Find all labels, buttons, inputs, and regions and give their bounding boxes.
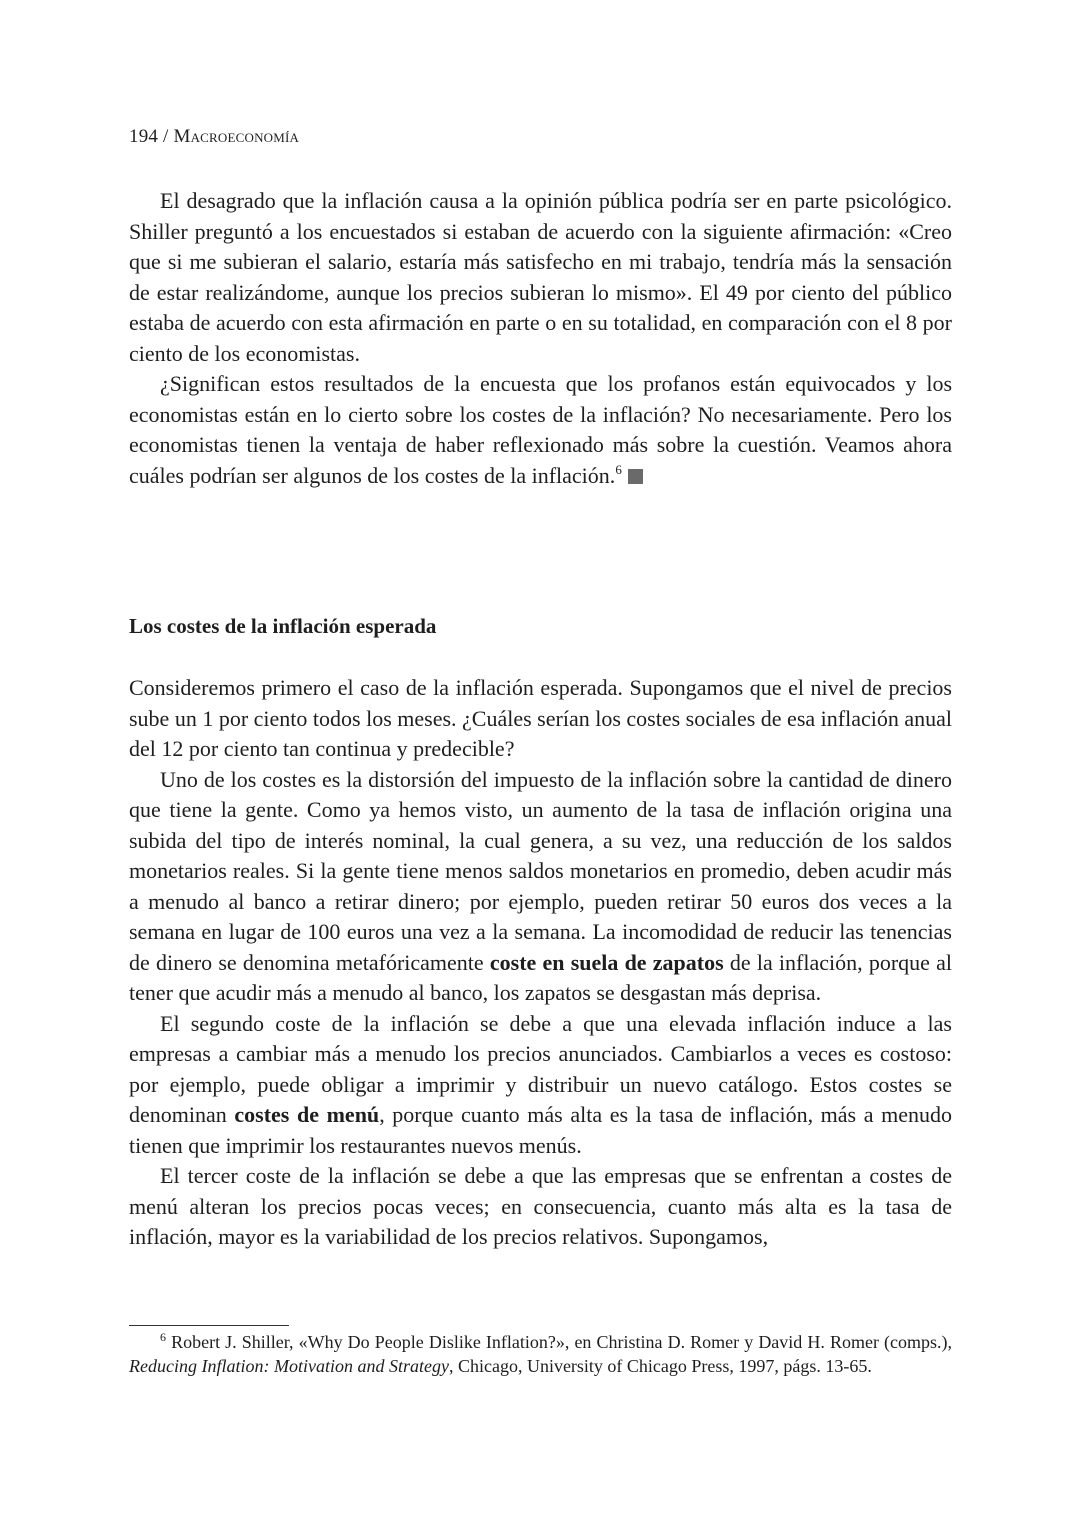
footnote: [129, 1331, 952, 1378]
paragraph-conclusion-text: ¿Significan estos resultados de la encuesta que los profanos están equivocados y los economistas están en lo cierto sobre los costes de la inflación? No necesariamente. Pero los economistas tienen la ventaja de haber reflexionado más sobre la cuestión. Veamos ahora cuáles podrían ser algunos de los costes de la inflación.: [129, 371, 952, 488]
paragraph-text: Uno de los costes es la distorsión del impuesto de la inflación sobre la cantidad de dinero que tiene la gente. Como ya hemos visto, un aumento de la tasa de inflación origina una subida del tipo de interés nominal, la cual genera, a su vez, una reducción de los saldos monetarios reales. Si la gente tiene menos saldos monetarios en promedio, deben acudir más a menudo al banco a retirar dinero; por ejemplo, pueden retirar 50 euros dos veces a la semana en lugar de 100 euros una vez a la semana. La incomodidad de reducir las tenencias de dinero se denomina metafóricamente: [129, 766, 952, 975]
paragraph-expected-inflation: Consideremos primero el caso de la inflación esperada. Supongamos que el nivel de precios sube un 1 por ciento todos los meses. ¿Cuáles serían los costes sociales de esa inflación anual del 12 por ciento tan continua y predecible?: [129, 675, 952, 761]
running-head: [129, 126, 299, 148]
paragraph-conclusion: [129, 369, 952, 491]
footnote-reference: 6: [615, 461, 622, 477]
page-number: 194 /: [129, 126, 169, 147]
paragraph-shoeleather-cost: [129, 765, 952, 1009]
top-paragraphs: [129, 186, 952, 491]
footnote-number: 6: [160, 1330, 166, 1344]
section-heading: Los costes de la inflación esperada: [129, 614, 437, 638]
end-of-box-marker: [628, 469, 643, 484]
book-title: Macroeconomía: [173, 126, 300, 147]
paragraph-survey: El desagrado que la inflación causa a la opinión pública podría ser en parte psicológico. Shiller preguntó a los encuestados si estaban de acuerdo con la siguiente afirmación: «Creo que si me subieran el salario, estaría más satisfecho en mi trabajo, tendría más la sensación de estar realizándome, aunque los precios subieran lo mismo». El 49 por ciento del público estaba de acuerdo con esta afirmación en parte o en su totalidad, en comparación con el 8 por ciento de los economistas.: [129, 188, 952, 366]
term-menu-costs: costes de menú: [234, 1102, 380, 1127]
paragraph-text: , porque cuanto más alta es la tasa de inflación, más a menudo tienen que imprimir los restaurantes nuevos menús.: [129, 1102, 953, 1158]
footnote-text: Robert J. Shiller, «Why Do People Dislike Inflation?», en Christina D. Romer y David H. Romer (comps.),: [171, 1332, 953, 1352]
paragraph-menu-costs: [129, 1009, 952, 1162]
footnote-rule: [129, 1325, 289, 1326]
term-shoeleather-cost: coste en suela de zapatos: [489, 949, 724, 975]
footnote-text-end: , Chicago, University of Chicago Press, 1997, págs. 13-65.: [448, 1355, 872, 1376]
section-body: [129, 673, 952, 1253]
paragraph-text: de la inflación, porque al tener que acudir más a menudo al banco, los zapatos se desgastan más deprisa.: [129, 949, 952, 1005]
paragraph-relative-prices: El tercer coste de la inflación se debe a que las empresas que se enfrentan a costes de menú alteran los precios pocas veces; en consecuencia, cuanto más alta es la tasa de inflación, mayor es la variabilidad de los precios relativos. Supongamos,: [129, 1163, 952, 1249]
footnote-book-title: Reducing Inflation: Motivation and Strategy: [129, 1355, 449, 1376]
paragraph-text: El segundo coste de la inflación se debe a que una elevada inflación induce a las empresas a cambiar más a menudo los precios anunciados. Cambiarlos a veces es costoso: por ejemplo, puede obligar a imprimir y distribuir un nuevo catálogo. Estos costes se denominan: [129, 1010, 952, 1127]
